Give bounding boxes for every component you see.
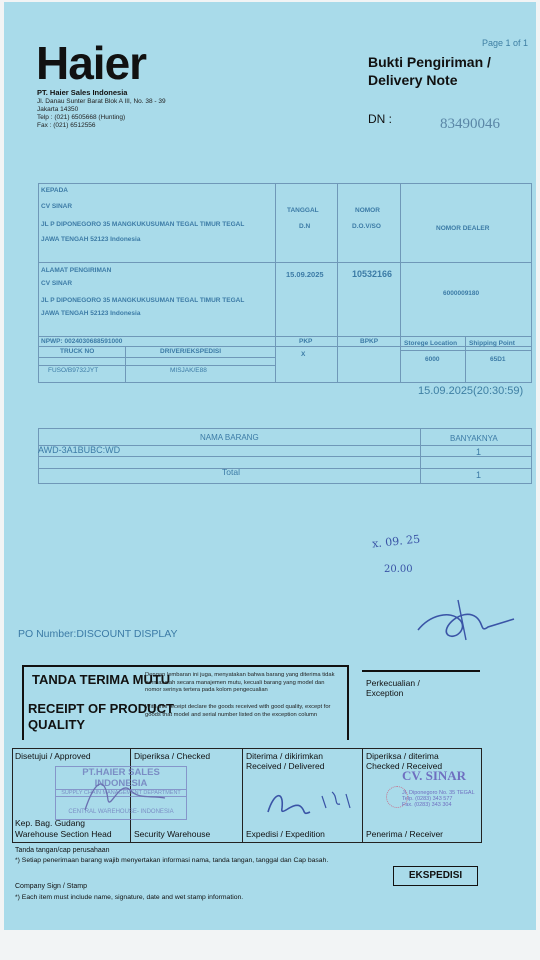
ship-address-1: JL P DIPONEGORO 35 MANGKUKUSUMAN TEGAL TIMUR TEGAL — [41, 297, 245, 304]
security-label: Security Warehouse — [134, 829, 211, 839]
total-qty: 1 — [476, 470, 482, 480]
approver-signature — [80, 770, 170, 815]
npwp: NPWP: 0024030688591000 — [41, 338, 123, 345]
dn-value: 83490046 — [440, 116, 500, 132]
address-line: Jl. Danau Sunter Barat Blok A III, No. 38 - 39 — [37, 98, 166, 105]
receipt-title-id: TANDA TERIMA MUTU — [32, 672, 171, 687]
received-delivered-label: Diterima / dikirimkan Received / Delivered — [246, 751, 325, 771]
shipping-value: 65D1 — [490, 356, 506, 363]
receipt-title-en-1: RECEIPT OF PRODUCT — [28, 701, 174, 716]
handwritten-note: x. 09. 25 — [371, 532, 421, 551]
haier-logo: Haier — [36, 37, 147, 89]
address-line: Jakarta 14350 — [37, 106, 79, 113]
dealer-label: NOMOR DEALER — [436, 225, 490, 232]
pkp-label: PKP — [299, 338, 313, 345]
ekspedisi-box: EKSPEDISI — [393, 866, 478, 886]
dn-label: DN : — [368, 112, 392, 126]
items-qty-header: BANYAKNYA — [450, 434, 498, 443]
expedisi-label: Expedisi / Expedition — [246, 829, 325, 839]
signature-scribble — [410, 595, 520, 650]
address-line: Fax : (021) 6512556 — [37, 122, 96, 129]
shipping-label: Shipping Point — [469, 340, 515, 347]
tanggal-label: TANGGAL — [287, 207, 319, 214]
company-name: PT. Haier Sales Indonesia — [37, 88, 128, 97]
recipient-address-1: JL P DIPONEGORO 35 MANGKUKUSUMAN TEGAL TIMUR TEGAL — [41, 221, 245, 228]
stamp-emblem-icon — [386, 786, 408, 808]
warehouse-head-label: Warehouse Section Head — [15, 829, 112, 839]
title-line-2: Delivery Note — [368, 72, 458, 88]
recipient-address-2: JAWA TENGAH 52123 Indonesia — [41, 236, 141, 243]
dovso-label: D.O.V/SO — [352, 223, 381, 230]
stamp-line: SUPPLY CHAIN MANAGEMENT DEPARTMENT — [56, 789, 186, 797]
dn-col-label: D.N — [299, 223, 311, 230]
stamp-line: PT.HAIER SALES INDONESIA — [82, 767, 160, 789]
sign-title-en: Company Sign / Stamp — [15, 883, 87, 890]
handwritten-note: 20.00 — [384, 564, 413, 575]
alamat-label: ALAMAT PENGIRIMAN — [41, 267, 112, 274]
driver-label: DRIVER/EKSPEDISI — [160, 348, 222, 355]
driver-value: MISJAK/E88 — [170, 367, 207, 374]
item-qty: 1 — [476, 447, 482, 457]
sign-title-id: Tanda tangan/cap perusahaan — [15, 847, 110, 854]
title-line-1: Bukti Pengiriman / — [368, 54, 491, 70]
ship-date: 15.09.2025 — [286, 270, 324, 279]
document-title — [368, 53, 491, 89]
recipient-name: CV SINAR — [41, 203, 73, 210]
page-indicator: Page 1 of 1 — [481, 38, 528, 48]
stamp-fax: Fax. (0283) 343 304 — [402, 802, 452, 808]
exception-label: Perkecualian / Exception — [366, 678, 420, 698]
kep-bag-label: Kep. Bag. Gudang — [15, 818, 85, 828]
nomor-label: NOMOR — [355, 207, 380, 214]
courier-signature — [262, 782, 362, 824]
truck-value: FUSO/B9732JYT — [48, 367, 99, 374]
ship-address-2: JAWA TENGAH 52123 Indonesia — [41, 310, 141, 317]
checked-received-label: Diperiksa / diterima Checked / Received — [366, 751, 443, 771]
ship-name: CV SINAR — [41, 280, 73, 287]
items-name-header: NAMA BARANG — [200, 433, 259, 442]
ship-nomor: 10532166 — [352, 269, 393, 279]
storage-value: 6000 — [425, 356, 440, 363]
receipt-text-en: With this receipt declare the goods received with good quality, except for goods that model and serial number listed on the exception column — [145, 704, 331, 718]
kepada-label: KEPADA — [41, 187, 68, 194]
stamp-telp: Telp. (0283) 343 577 — [402, 796, 453, 802]
item-name: AWD-3A1BUBC:WD — [38, 445, 121, 455]
checked-label: Diperiksa / Checked — [134, 751, 211, 761]
address-line: Telp : (021) 6505668 (Hunting) — [37, 114, 126, 121]
stamp-line: CENTRAL WAREHOUSE- INDONESIA — [68, 809, 174, 815]
penerima-label: Penerima / Receiver — [366, 829, 444, 839]
pkp-value: X — [301, 351, 306, 358]
stamp-address: Jl. Diponegoro No. 35 TEGAL — [402, 790, 475, 796]
total-label: Total — [222, 467, 240, 477]
bpkp-label: BPKP — [360, 338, 379, 345]
sign-text-en: *) Each item must include name, signature, date and wet stamp information. — [15, 894, 244, 901]
info-grid — [38, 183, 532, 383]
sign-text-id: *) Setiap penerimaan barang wajib menyertakan informasi nama, tanda tangan, tanggal dan Cap basah. — [15, 857, 329, 864]
receipt-title-en-2: QUALITY — [28, 717, 86, 732]
po-number: PO Number:DISCOUNT DISPLAY — [18, 628, 178, 640]
storage-label: Storege Location — [404, 340, 458, 347]
timestamp: 15.09.2025(20:30:59) — [418, 385, 524, 397]
approved-label: Disetujui / Approved — [15, 751, 91, 761]
truck-label: TRUCK NO — [60, 348, 95, 355]
ship-dealer: 6000009180 — [443, 290, 480, 297]
receipt-text-id: Dengan lembaran ini juga, menyatakan bahwa barang yang diterima tidak bermasalah secara manajemen mutu, kecuali barang yang model dan nomor serinya tertera pada kolom pengecualian — [145, 672, 335, 693]
stamp-company: CV. SINAR — [402, 768, 467, 783]
